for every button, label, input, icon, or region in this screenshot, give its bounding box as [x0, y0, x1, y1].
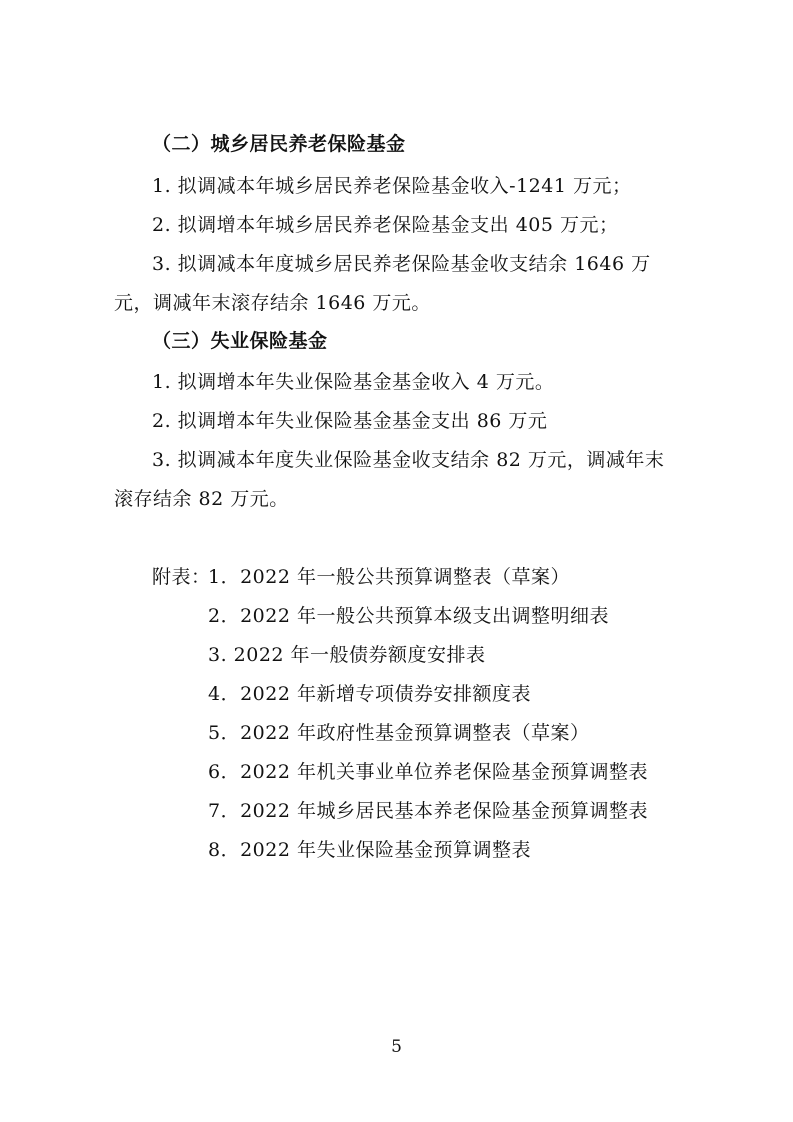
paragraph-item: 3. 拟调减本年度城乡居民养老保险基金收支结余 1646 万 [152, 253, 651, 275]
paragraph-item: 1. 拟调增本年失业保险基金基金收入 4 万元。 [152, 371, 555, 393]
attachment-item: 7．2022 年城乡居民基本养老保险基金预算调整表 [208, 800, 648, 822]
paragraph-continuation: 元，调减年末滚存结余 1646 万元。 [114, 292, 431, 314]
attachment-item: 5．2022 年政府性基金预算调整表（草案） [208, 722, 590, 744]
paragraph-item: 2. 拟调增本年城乡居民养老保险基金支出 405 万元； [152, 214, 619, 236]
attachments-label: 附表： [152, 566, 211, 588]
paragraph-item: 1. 拟调减本年城乡居民养老保险基金收入-1241 万元； [152, 175, 632, 197]
paragraph-item: 3. 拟调减本年度失业保险基金收支结余 82 万元，调减年末 [152, 449, 665, 471]
paragraph-continuation: 滚存结余 82 万元。 [114, 488, 289, 510]
section-heading-urban-rural-pension: （二）城乡居民养老保险基金 [152, 133, 406, 155]
paragraph-item: 2. 拟调增本年失业保险基金基金支出 86 万元 [152, 410, 548, 432]
page-number: 5 [391, 1037, 402, 1057]
section-heading-unemployment-insurance: （三）失业保险基金 [152, 330, 328, 352]
attachment-item: 1．2022 年一般公共预算调整表（草案） [208, 566, 570, 588]
attachment-item: 4．2022 年新增专项债券安排额度表 [208, 683, 531, 705]
attachment-item: 2．2022 年一般公共预算本级支出调整明细表 [208, 605, 609, 627]
attachment-item: 3. 2022 年一般债券额度安排表 [208, 644, 486, 666]
attachment-item: 6．2022 年机关事业单位养老保险基金预算调整表 [208, 761, 648, 783]
attachment-item: 8．2022 年失业保险基金预算调整表 [208, 839, 531, 861]
